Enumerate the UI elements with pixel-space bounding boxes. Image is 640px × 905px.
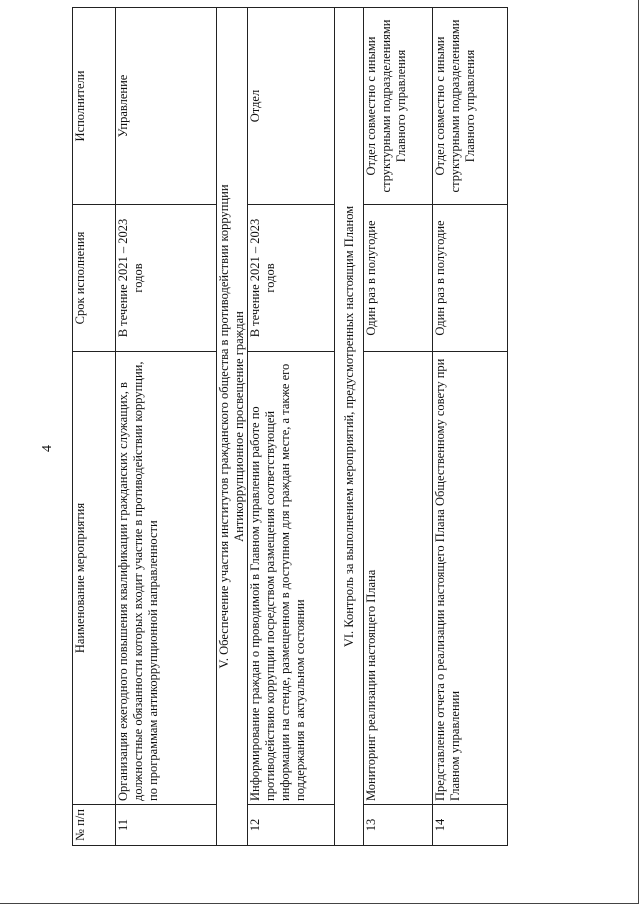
row-term: Один раз в полугодие [364,205,433,352]
row-executor: Управление [116,8,217,205]
section-heading-row [335,8,364,846]
section-5-title [217,8,248,846]
row-num: 13 [364,805,433,846]
row-num: 11 [116,805,217,846]
section-heading-row [217,8,248,846]
row-name: Организация ежегодного повышения квалификации гражданских служащих, в должностные обязанности которых входит участие в противодействии коррупции, по программам антикоррупционной направленности [116,352,217,805]
section-5-title-text: V. Обеспечение участия институтов гражданского общества в противодействии коррупции [217,184,231,669]
row-name: Мониторинг реализации настоящего Плана [364,352,433,805]
table-row [248,8,335,846]
row-num: 14 [433,805,508,846]
row-executor: Отдел [248,8,335,205]
table-row [364,8,433,846]
row-num: 12 [248,805,335,846]
section-5-subtitle: Антикоррупционное просвещение граждан [232,311,246,542]
table-row [116,8,217,846]
row-name: Информирование граждан о проводимой в Главном управлении работе по противодействию коррупции посредством размещения соответствующей информации на стенде, размещенном в доступном для граждан месте, а также его поддержания в актуальном состоянии [248,352,335,805]
header-name: Наименование мероприятия [73,352,116,805]
page-number: 4 [40,445,55,452]
row-term: В течение 2021 – 2023 годов [116,205,217,352]
row-executor: Отдел совместно с иными структурными подразделениями Главного управления [433,8,508,205]
section-6-title: VI. Контроль за выполнением мероприятий, предусмотренных настоящим Планом [335,8,364,846]
table-header-row [73,8,116,846]
row-term: В течение 2021 – 2023 годов [248,205,335,352]
plan-table [72,7,508,846]
header-num: № п/п [73,805,116,846]
plan-table-sheet [72,19,477,846]
row-name: Представление отчета о реализации настоящего Плана Общественному совету при Главном управлении [433,352,508,805]
row-term: Один раз в полугодие [433,205,508,352]
row-executor: Отдел совместно с иными структурными подразделениями Главного управления [364,8,433,205]
header-term: Срок исполнения [73,205,116,352]
table-row [433,8,508,846]
header-executors: Исполнители [73,8,116,205]
